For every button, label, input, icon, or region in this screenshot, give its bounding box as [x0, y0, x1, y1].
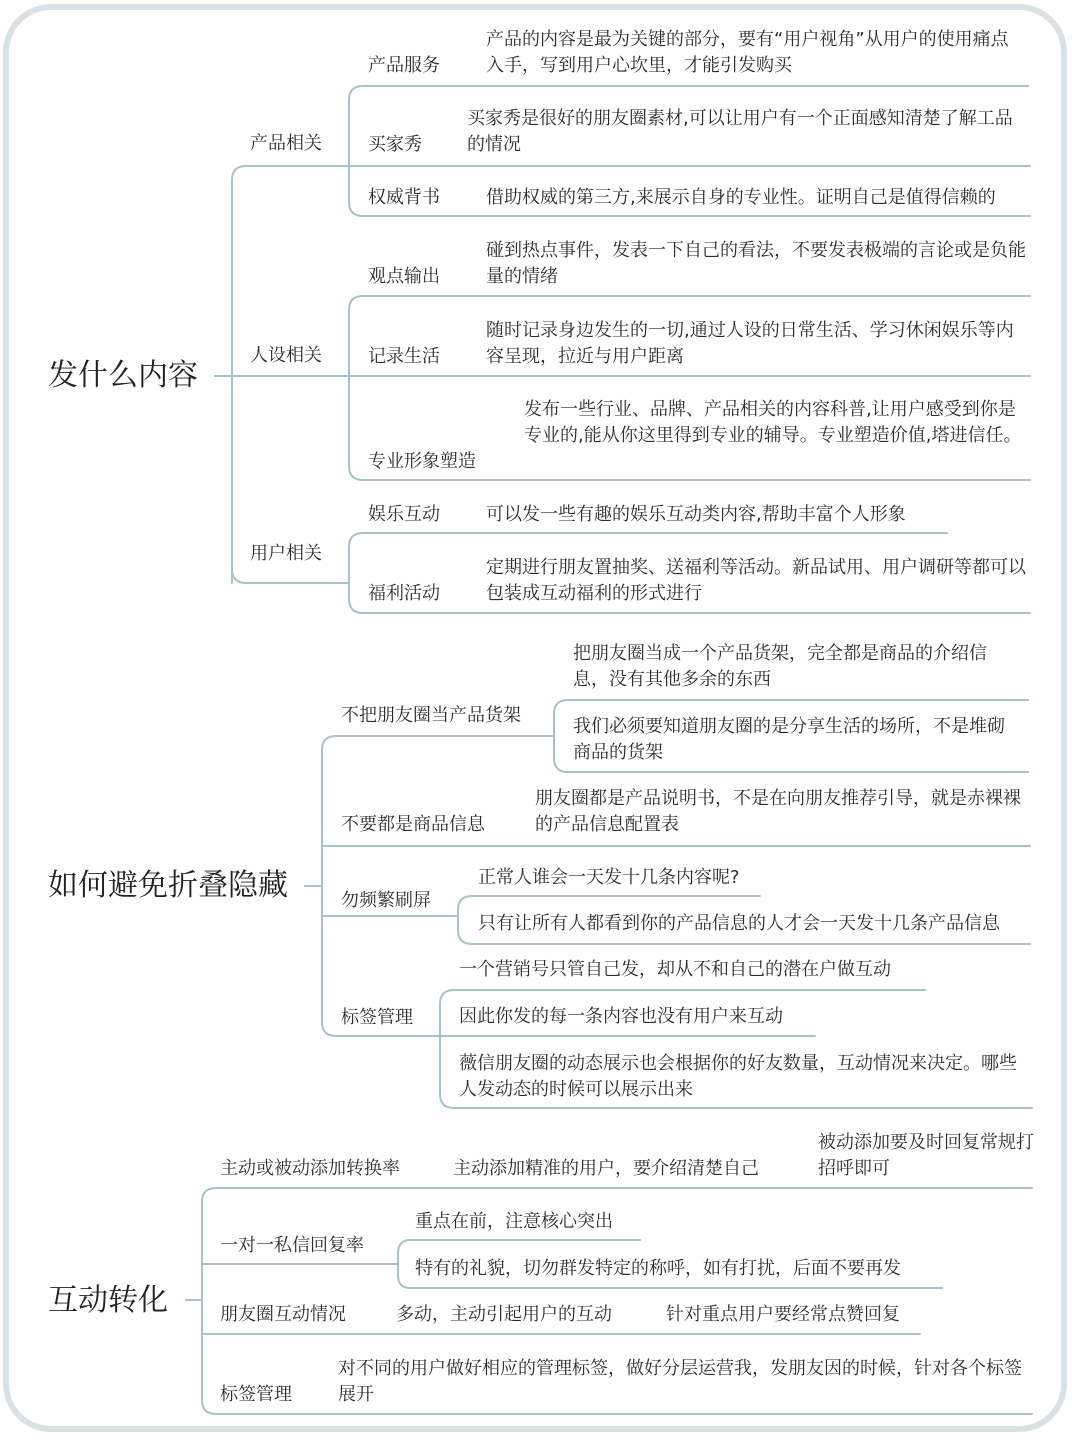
- node-add-conversion: 主动或被动添加转换率: [220, 1158, 400, 1179]
- connector: [335, 86, 363, 216]
- root-node-avoid-fold: 如何避免折叠隐藏: [48, 868, 288, 903]
- node-opinion: 观点输出: [368, 266, 440, 287]
- node-moments-interaction: 朋友圈互动情况: [220, 1304, 346, 1325]
- root-node-content: 发什么内容: [48, 358, 198, 393]
- node-professional-image: 专业形象塑造: [368, 451, 476, 472]
- connector: [430, 990, 454, 1108]
- connector: [232, 166, 246, 583]
- node-authority: 权威背书: [368, 187, 440, 208]
- detail-tag-1: 一个营销号只管自己发，却从不和自己的潜在户做互动: [459, 959, 891, 980]
- detail-tag-layered: 对不同的用户做好相应的管理标签，做好分层运营我，发朋友因的时候，针对各个标签展开: [338, 1358, 1022, 1405]
- node-not-all-product: 不要都是商品信息: [341, 814, 485, 835]
- connector: [335, 296, 363, 480]
- detail-no-spam-2: 只有让所有人都看到你的产品信息的人才会一天发十几条产品信息: [478, 913, 1000, 934]
- detail-moments-2: 针对重点用户要经常点赞回复: [666, 1304, 900, 1325]
- node-buyer-show: 买家秀: [368, 134, 422, 155]
- detail-no-shelf-1: 把朋友圈当成一个产品货架，完全都是商品的介绍信息，没有其他多余的东西: [573, 643, 987, 690]
- detail-dm-2: 特有的礼貌，切勿群发特定的称呼，如有打扰，后面不要再发: [415, 1258, 901, 1279]
- node-tag-management-1: 标签管理: [341, 1007, 413, 1028]
- desc-authority: 借助权威的第三方,来展示自身的专业性。证明自己是值得信赖的: [486, 187, 996, 208]
- connector: [202, 1188, 216, 1414]
- detail-tag-2: 因此你发的每一条内容也没有用户来互动: [459, 1006, 783, 1027]
- branch-product: 产品相关: [250, 133, 322, 154]
- node-product-service: 产品服务: [368, 55, 440, 76]
- connector: [322, 736, 336, 1036]
- desc-entertainment: 可以发一些有趣的娱乐互动类内容,帮助丰富个人形象: [486, 504, 906, 525]
- detail-dm-1: 重点在前，注意核心突出: [415, 1211, 613, 1232]
- branch-user: 用户相关: [250, 543, 322, 564]
- detail-moments-1: 多动，主动引起用户的互动: [396, 1304, 612, 1325]
- connector: [450, 896, 472, 944]
- detail-add-2: 被动添加要及时回复常规打招呼即可: [818, 1132, 1034, 1179]
- node-dm-reply: 一对一私信回复率: [220, 1235, 364, 1256]
- desc-record-life: 随时记录身边发生的一切,通过人设的日常生活、学习休闲娱乐等内容呈现，拉近与用户距离: [486, 320, 1014, 367]
- detail-add-1: 主动添加精准的用户，要介绍清楚自己: [453, 1158, 759, 1179]
- connector: [390, 1240, 410, 1288]
- detail-no-shelf-2: 我们必须要知道朋友圈的是分享生活的场所，不是堆砌商品的货架: [573, 716, 1005, 763]
- node-entertainment: 娱乐互动: [368, 504, 440, 525]
- detail-not-all-product: 朋友圈都是产品说明书，不是在向朋友推荐引导，就是赤裸裸的产品信息配置表: [535, 788, 1021, 835]
- node-no-spam: 勿频繁刷屏: [341, 890, 431, 911]
- branch-persona: 人设相关: [250, 345, 322, 366]
- desc-opinion: 碰到热点事件，发表一下自己的看法，不要发表极端的言论或是负能量的情绪: [486, 240, 1026, 287]
- root-node-interaction: 互动转化: [48, 1283, 168, 1318]
- node-tag-management-2: 标签管理: [220, 1384, 292, 1405]
- detail-no-spam-1: 正常人谁会一天发十几条内容呢?: [478, 867, 740, 888]
- detail-tag-3: 薇信朋友圈的动态展示也会根据你的好友数量，互动情况来决定。哪些人发动态的时候可以展示出来: [459, 1053, 1017, 1100]
- desc-buyer-show: 买家秀是很好的朋友圈素材,可以让用户有一个正面感知清楚了解工品的情况: [467, 108, 1013, 155]
- desc-professional-image: 发布一些行业、品牌、产品相关的内容科普,让用户感受到你是专业的,能从你这里得到专业的辅导。专业塑造价值,塔进信任。: [524, 399, 1022, 446]
- desc-product-service: 产品的内容是最为关键的部分，要有“用户视角”从用户的使用痛点入手，写到用户心坎里，才能引发购买: [486, 29, 1009, 76]
- node-no-shelf: 不把朋友圈当产品货架: [341, 705, 521, 726]
- desc-welfare: 定期进行朋友置抽奖、送福利等活动。新品试用、用户调研等都可以包装成互动福利的形式进行: [486, 557, 1026, 604]
- connector: [335, 533, 363, 613]
- connector: [540, 700, 568, 772]
- node-record-life: 记录生活: [368, 346, 440, 367]
- node-welfare: 福利活动: [368, 583, 440, 604]
